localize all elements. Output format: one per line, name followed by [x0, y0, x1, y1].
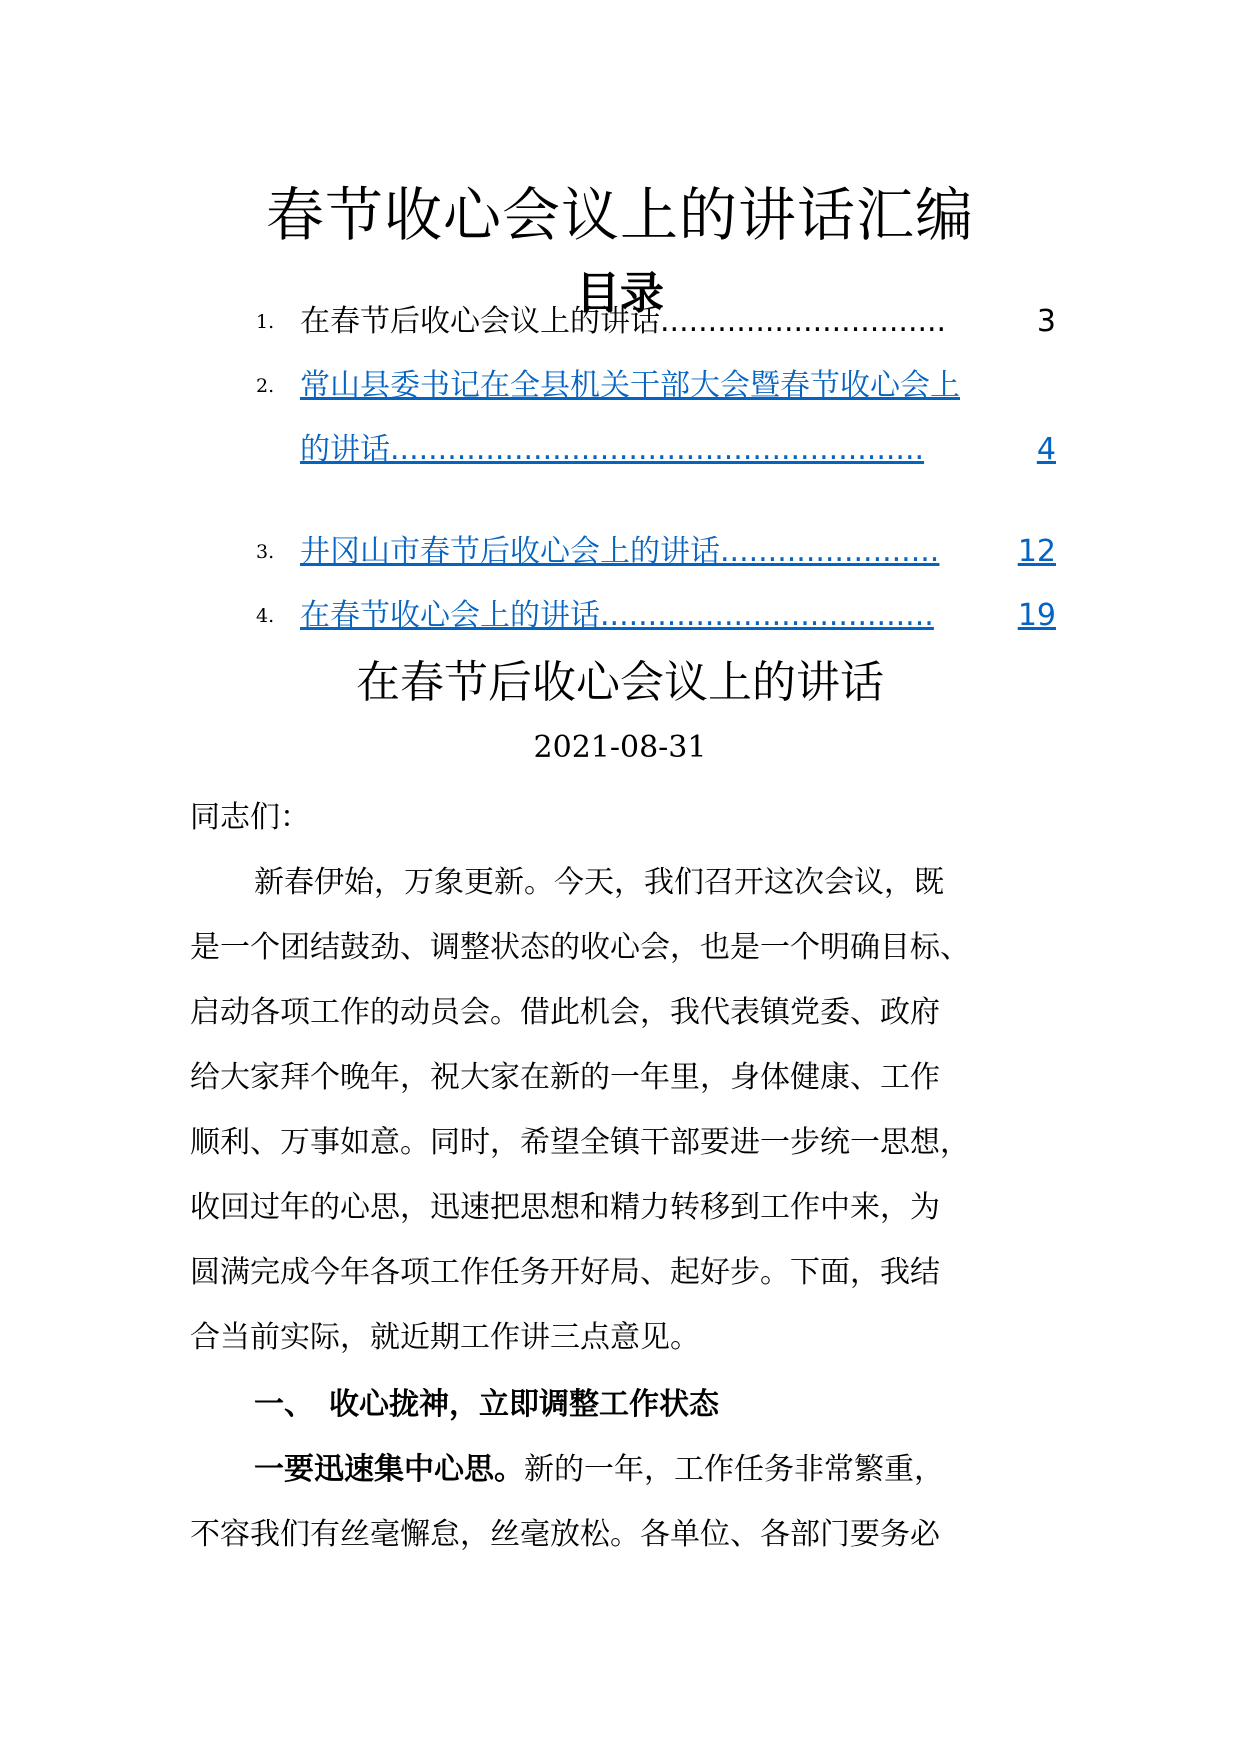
speech-title: 在春节后收心会议上的讲话: [356, 657, 884, 708]
paragraph-line: 新春伊始，万象更新。今天，我们召开这次会议，既: [254, 865, 944, 900]
paragraph-line: 合当前实际，就近期工作讲三点意见。: [190, 1320, 700, 1355]
paragraph-line: 收回过年的心思，迅速把思想和精力转移到工作中来，为: [190, 1190, 940, 1225]
point-lead: 一要迅速集中心思。: [254, 1452, 524, 1487]
toc-item-number: 2.: [256, 375, 275, 397]
salutation: 同志们：: [190, 800, 310, 835]
toc-entry-title-continuation: 的讲话: [300, 432, 390, 467]
paragraph-line: 启动各项工作的动员会。借此机会，我代表镇党委、政府: [190, 995, 940, 1030]
toc-page-number: 3: [1036, 304, 1056, 339]
document-title: 春节收心会议上的讲话汇编: [265, 181, 974, 249]
paragraph-line: 顺利、万事如意。同时，希望全镇干部要进一步统一思想，: [190, 1125, 970, 1160]
toc-entry-link-continuation[interactable]: [300, 418, 1056, 482]
toc-item-number: 4.: [256, 605, 275, 627]
paragraph-line: 圆满完成今年各项工作任务开好局、起好步。下面，我结: [190, 1255, 940, 1290]
toc-entry-link[interactable]: [300, 354, 1056, 418]
toc-page-number: 19: [1017, 598, 1056, 633]
toc-entry-title: 在春节后收心会议上的讲话: [300, 304, 660, 339]
paragraph-line: 给大家拜个晚年，祝大家在新的一年里，身体健康、工作: [190, 1060, 940, 1095]
section-heading: 一、 收心拢神，立即调整工作状态: [254, 1387, 719, 1422]
toc-page-number: 12: [1017, 534, 1056, 569]
toc-entry-title: 在春节收心会上的讲话: [300, 598, 600, 633]
point-line: [254, 1438, 1134, 1502]
speech-date: 2021-08-31: [533, 730, 707, 765]
toc-item-number: 3.: [256, 541, 275, 563]
toc-heading: 目录: [576, 268, 664, 319]
toc-leader-dots: ...................................: [600, 598, 934, 633]
toc-leader-dots: ..............................: [660, 304, 947, 339]
paragraph-line: 不容我们有丝毫懈怠，丝毫放松。各单位、各部门要务必: [190, 1517, 940, 1552]
toc-entry-link[interactable]: [300, 520, 1056, 584]
toc-leader-dots: ........................................................: [390, 432, 925, 467]
toc-entry-title: 井冈山市春节后收心会上的讲话: [300, 534, 720, 569]
toc-item-number: 1.: [256, 311, 275, 333]
toc-entry-title: 常山县委书记在全县机关干部大会暨春节收心会上: [300, 368, 960, 403]
toc-leader-dots: .......................: [720, 534, 940, 569]
paragraph-line: 是一个团结鼓劲、调整状态的收心会，也是一个明确目标、: [190, 930, 970, 965]
toc-page-number: 4: [1036, 432, 1056, 467]
toc-entry-line[interactable]: [300, 290, 1056, 354]
toc-entry-link[interactable]: [300, 584, 1056, 648]
point-text: 新的一年，工作任务非常繁重，: [524, 1452, 944, 1487]
